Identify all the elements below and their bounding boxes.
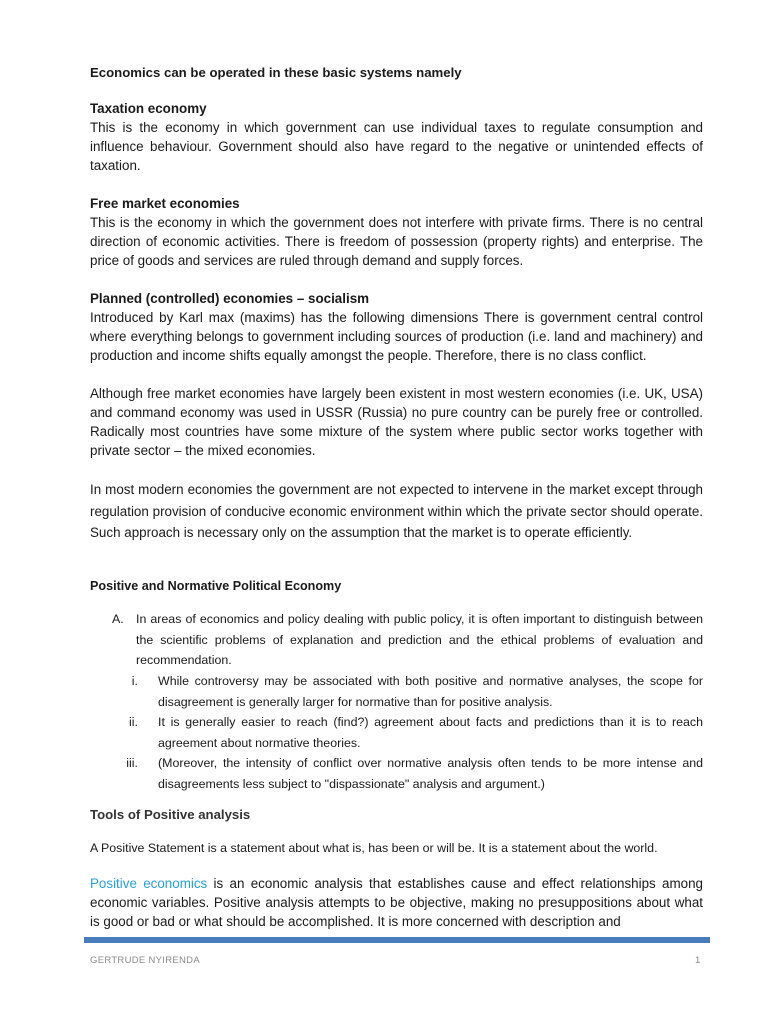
modern-economies-paragraph (90, 479, 703, 544)
free-market-section (90, 194, 703, 270)
taxation-body: This is the economy in which government can use individual taxes to regulate consumption and influence behaviour. Government should also have regard to the negative or unintended effects of taxation. (90, 120, 703, 173)
planned-body: Introduced by Karl max (maxims) has the following dimensions There is government central control where everything belongs to government including sources of production (i.e. land and machinery) and production and income shifts equally amongst the people. Therefore, there is no class conflict. (90, 310, 703, 363)
list-marker-iii: iii. (126, 756, 138, 770)
list-marker-a: A. (112, 612, 124, 626)
taxation-section (90, 99, 703, 175)
list-marker-i: i. (131, 674, 138, 688)
list-text-a: In areas of economics and policy dealing with public policy, it is often important to distinguish between the scientific problems of explanation and prediction and the ethical problems of evaluation and recommendation. (136, 612, 703, 667)
planned-heading: Planned (controlled) economies – socialism (90, 291, 370, 306)
page-number: 1 (695, 955, 701, 966)
positive-statement-text: A Positive Statement is a statement about what is, has been or will be. It is a statement about the world. (90, 841, 658, 855)
list-item-a (112, 609, 703, 671)
tools-heading: Tools of Positive analysis (90, 807, 251, 822)
positive-economics-link[interactable]: Positive economics (90, 876, 208, 891)
intro-heading: Economics can be operated in these basic systems namely (90, 65, 462, 80)
list-item-ii (112, 712, 703, 753)
footer-divider (84, 937, 710, 943)
mixed-economies-text: Although free market economies have largely been existent in most western economies (i.e. UK, USA) and command economy was used in USSR (Russia) no pure country can be purely free or controlled. Radically most countries have some mixture of the system where public sector works together with private sector – the mixed economies. (90, 386, 703, 458)
list-item-iii (112, 753, 703, 794)
positive-economics-body: is an economic analysis that establishes cause and effect relationships among economic variables. Positive analysis attempts to be objective, making no presuppositions about what is good or bad or what should be accomplished. It is more concerned with description and (90, 876, 703, 929)
free-market-body: This is the economy in which the government does not interfere with private firms. There is no central direction of economic activities. There is freedom of possession (property rights) and enterprise. The price of goods and services are ruled through demand and supply forces. (90, 215, 703, 268)
list-text-ii: It is generally easier to reach (find?) agreement about facts and predictions than it is to reach agreement about normative theories. (158, 715, 703, 750)
planned-section (90, 289, 703, 365)
taxation-heading: Taxation economy (90, 101, 207, 116)
mixed-economies-paragraph (90, 384, 703, 460)
list-item-i (112, 671, 703, 712)
positive-economics-paragraph (90, 874, 703, 931)
positive-normative-heading: Positive and Normative Political Economy (90, 579, 342, 593)
list-marker-ii: ii. (129, 715, 138, 729)
modern-economies-text: In most modern economies the government are not expected to intervene in the market except through regulation provision of conducive economic environment within which the private sector should operate. Such approach is necessary only on the assumption that the market is to operate efficiently. (90, 482, 703, 540)
free-market-heading: Free market economies (90, 196, 240, 211)
list-text-iii: (Moreover, the intensity of conflict over normative analysis often tends to be more intense and disagreements less subject to "dispassionate" analysis and argument.) (158, 756, 703, 791)
list-text-i: While controversy may be associated with both positive and normative analyses, the scope for disagreement is generally larger for normative than for positive analysis. (158, 674, 703, 709)
footer-author: GERTRUDE NYIRENDA (90, 955, 200, 966)
